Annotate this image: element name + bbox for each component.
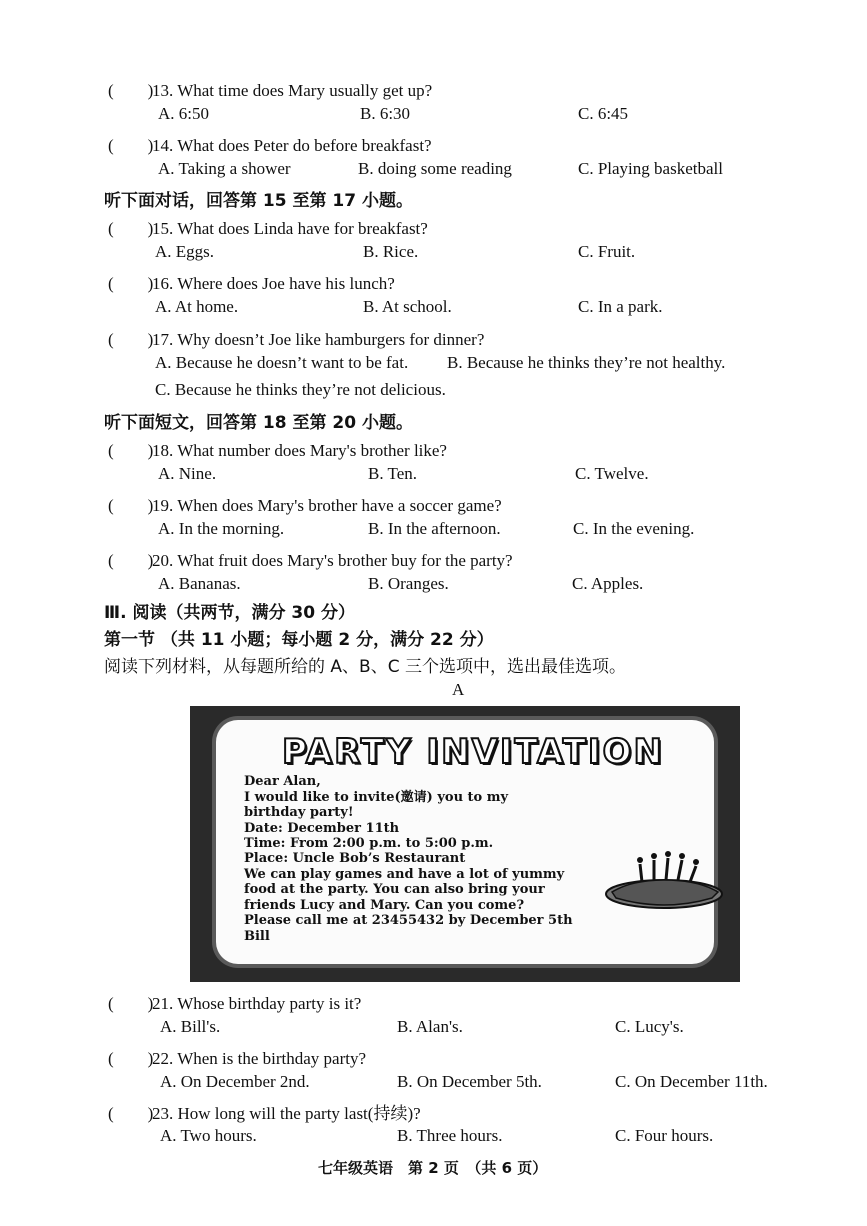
option-b: B. Oranges. bbox=[368, 574, 449, 593]
question-stem: 13. What time does Mary usually get up? bbox=[152, 81, 433, 100]
question-stem: 19. When does Mary's brother have a soccer game? bbox=[152, 496, 502, 515]
question-stem: 22. When is the birthday party? bbox=[152, 1049, 367, 1068]
option-a: A. Nine. bbox=[158, 464, 217, 483]
option-b: B. Alan's. bbox=[397, 1017, 463, 1036]
question-stem: 21. Whose birthday party is it? bbox=[152, 994, 362, 1013]
invitation-line: We can play games and have a lot of yummy bbox=[244, 867, 565, 882]
invitation-panel bbox=[216, 720, 714, 964]
option-a: A. At home. bbox=[155, 297, 239, 316]
part-title: Ⅲ. 阅读（共两节，满分 30 分） bbox=[104, 603, 355, 623]
option-c: C. On December 11th. bbox=[615, 1072, 768, 1091]
option-a: A. Bananas. bbox=[158, 574, 241, 593]
option-a: A. Two hours. bbox=[160, 1126, 257, 1145]
answer-paren[interactable]: ( ) bbox=[108, 551, 154, 570]
question-19 bbox=[108, 491, 502, 516]
answer-paren[interactable]: ( ) bbox=[108, 1104, 154, 1123]
question-18 bbox=[108, 436, 447, 461]
invitation-line: I would like to invite(邀请) you to my bbox=[244, 790, 509, 805]
invitation-line: Place: Uncle Bob’s Restaurant bbox=[244, 851, 466, 866]
option-b: B. Three hours. bbox=[397, 1126, 503, 1145]
question-13 bbox=[108, 76, 432, 101]
invitation-line: food at the party. You can also bring your bbox=[244, 882, 545, 897]
question-stem: 16. Where does Joe have his lunch? bbox=[152, 274, 395, 293]
invitation-line: Time: From 2:00 p.m. to 5:00 p.m. bbox=[244, 836, 494, 851]
invitation-line: friends Lucy and Mary. Can you come? bbox=[244, 898, 525, 913]
question-stem: 23. How long will the party last(持续)? bbox=[152, 1104, 421, 1123]
option-b: B. In the afternoon. bbox=[368, 519, 501, 538]
option-a: A. Eggs. bbox=[155, 242, 215, 261]
birthday-cake-icon bbox=[602, 850, 732, 920]
invitation-card bbox=[190, 706, 740, 982]
option-b: B. At school. bbox=[363, 297, 452, 316]
option-c: C. Fruit. bbox=[578, 242, 636, 261]
question-stem: 20. What fruit does Mary's brother buy for the party? bbox=[152, 551, 513, 570]
option-c: C. 6:45 bbox=[578, 104, 629, 123]
option-a: A. In the morning. bbox=[158, 519, 285, 538]
question-22 bbox=[108, 1044, 366, 1069]
section-heading: 听下面短文，回答第 18 至第 20 小题。 bbox=[104, 413, 413, 433]
answer-paren[interactable]: ( ) bbox=[108, 136, 154, 155]
option-a: A. Bill's. bbox=[160, 1017, 221, 1036]
option-b: B. doing some reading bbox=[358, 159, 512, 178]
option-c: C. Twelve. bbox=[575, 464, 649, 483]
option-b: B. Rice. bbox=[363, 242, 419, 261]
option-b: B. Ten. bbox=[368, 464, 418, 483]
question-15 bbox=[108, 214, 428, 239]
option-c: C. Four hours. bbox=[615, 1126, 714, 1145]
option-c: C. Because he thinks they’re not delicious. bbox=[155, 380, 446, 399]
option-a: A. 6:50 bbox=[158, 104, 209, 123]
passage-label: A bbox=[452, 680, 465, 699]
question-17 bbox=[108, 325, 484, 350]
instruction-text: 阅读下列材料，从每题所给的 A、B、C 三个选项中，选出最佳选项。 bbox=[104, 657, 626, 677]
answer-paren[interactable]: ( ) bbox=[108, 496, 154, 515]
section-heading: 听下面对话，回答第 15 至第 17 小题。 bbox=[104, 191, 413, 211]
option-a: A. Because he doesn’t want to be fat. bbox=[155, 353, 409, 372]
option-b: B. 6:30 bbox=[360, 104, 411, 123]
option-a: A. On December 2nd. bbox=[160, 1072, 310, 1091]
answer-paren[interactable]: ( ) bbox=[108, 330, 154, 349]
option-b: B. Because he thinks they’re not healthy. bbox=[447, 353, 726, 372]
question-21 bbox=[108, 989, 361, 1014]
option-a: A. Taking a shower bbox=[158, 159, 291, 178]
question-14 bbox=[108, 131, 432, 156]
option-c: C. In the evening. bbox=[573, 519, 695, 538]
invitation-line: Bill bbox=[244, 929, 270, 944]
option-c: C. Playing basketball bbox=[578, 159, 723, 178]
invitation-line: Date: December 11th bbox=[244, 821, 400, 836]
question-16 bbox=[108, 269, 395, 294]
question-stem: 14. What does Peter do before breakfast? bbox=[152, 136, 432, 155]
part-subtitle: 第一节 （共 11 小题；每小题 2 分，满分 22 分） bbox=[104, 630, 494, 650]
question-stem: 17. Why doesn’t Joe like hamburgers for dinner? bbox=[152, 330, 485, 349]
invitation-line: Dear Alan, bbox=[244, 774, 321, 789]
answer-paren[interactable]: ( ) bbox=[108, 994, 154, 1013]
answer-paren[interactable]: ( ) bbox=[108, 274, 154, 293]
question-stem: 15. What does Linda have for breakfast? bbox=[152, 219, 428, 238]
invitation-line: birthday party! bbox=[244, 805, 354, 820]
question-23 bbox=[108, 1099, 421, 1124]
answer-paren[interactable]: ( ) bbox=[108, 1049, 154, 1068]
invitation-line: Please call me at 23455432 by December 5th bbox=[244, 913, 573, 928]
answer-paren[interactable]: ( ) bbox=[108, 81, 154, 100]
question-stem: 18. What number does Mary's brother like? bbox=[152, 441, 447, 460]
invitation-title: PARTY INVITATION bbox=[282, 732, 664, 772]
answer-paren[interactable]: ( ) bbox=[108, 441, 154, 460]
answer-paren[interactable]: ( ) bbox=[108, 219, 154, 238]
option-c: C. Apples. bbox=[572, 574, 644, 593]
question-20 bbox=[108, 546, 513, 571]
page-footer: 七年级英语 第 2 页 （共 6 页） bbox=[318, 1159, 548, 1177]
option-c: C. Lucy's. bbox=[615, 1017, 684, 1036]
option-b: B. On December 5th. bbox=[397, 1072, 542, 1091]
option-c: C. In a park. bbox=[578, 297, 663, 316]
